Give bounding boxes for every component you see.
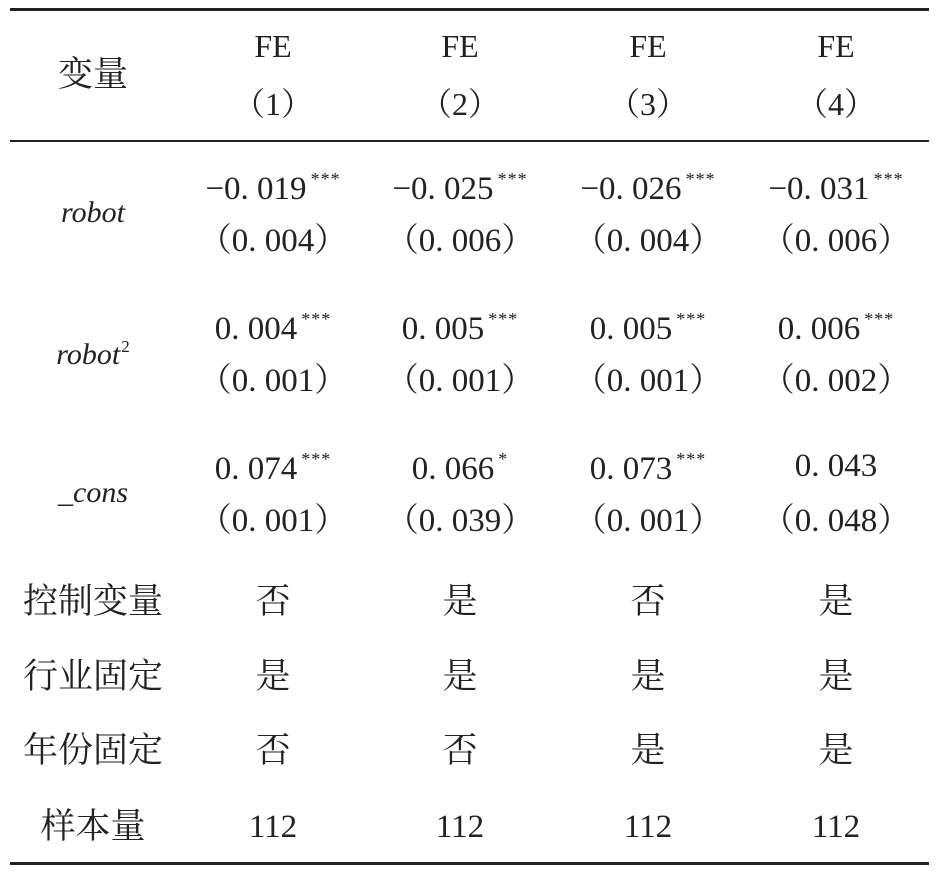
indicator-value: 112 — [435, 809, 485, 845]
coefficient-value — [205, 170, 340, 206]
indicator-value: 是 — [630, 657, 666, 697]
coefficient-number: 0. 074 — [214, 451, 298, 487]
indicator-value: 否 — [442, 731, 478, 771]
coefficient-value — [768, 170, 903, 206]
indicator-value: 否 — [255, 582, 291, 622]
coefficient-value — [215, 450, 332, 486]
standard-error: （0. 001） — [198, 363, 348, 399]
variable-header: 变量 — [57, 55, 129, 95]
coefficient-number: −0. 025 — [392, 171, 494, 207]
variable-name: _cons — [58, 476, 128, 509]
column-number-label: （3） — [607, 86, 689, 122]
coefficient-number: 0. 073 — [589, 451, 673, 487]
significance-stars: *** — [864, 309, 895, 329]
coefficient-number: −0. 019 — [205, 171, 307, 207]
significance-stars: *** — [301, 309, 332, 329]
indicator-label: 控制变量 — [22, 582, 164, 622]
indicator-value: 是 — [442, 657, 478, 697]
column-number-label: （2） — [419, 86, 501, 122]
standard-error: （0. 048） — [761, 503, 911, 539]
coefficient-number: −0. 031 — [768, 171, 870, 207]
column-model-label: FE — [441, 28, 479, 64]
significance-stars: *** — [310, 169, 341, 189]
variable-label — [58, 478, 128, 508]
standard-error: （0. 006） — [385, 223, 535, 259]
significance-stars: *** — [497, 169, 528, 189]
indicator-value: 是 — [818, 582, 854, 622]
coefficient-value — [778, 310, 895, 346]
indicator-value: 112 — [248, 809, 298, 845]
significance-stars: *** — [488, 309, 519, 329]
variable-label — [61, 198, 125, 228]
top-rule — [10, 8, 929, 11]
variable-name: robot — [56, 338, 121, 371]
indicator-label: 样本量 — [40, 807, 146, 847]
coefficient-number: 0. 005 — [401, 311, 485, 347]
coefficient-number: 0. 043 — [794, 448, 878, 484]
significance-stars: *** — [301, 449, 332, 469]
coefficient-number: 0. 066 — [411, 451, 495, 487]
standard-error: （0. 006） — [761, 223, 911, 259]
significance-stars: *** — [676, 309, 707, 329]
bottom-rule — [10, 862, 929, 865]
standard-error: （0. 001） — [198, 503, 348, 539]
significance-stars: * — [498, 449, 509, 469]
variable-label — [56, 338, 129, 370]
indicator-value: 否 — [630, 582, 666, 622]
coefficient-number: 0. 005 — [589, 311, 673, 347]
coefficient-number: −0. 026 — [580, 171, 682, 207]
coefficient-value — [215, 310, 332, 346]
coefficient-number: 0. 004 — [214, 311, 298, 347]
column-model-label: FE — [629, 28, 667, 64]
standard-error: （0. 002） — [761, 363, 911, 399]
coefficient-value — [392, 170, 527, 206]
indicator-value: 是 — [630, 731, 666, 771]
coefficient-value — [795, 450, 878, 483]
variable-superscript: 2 — [121, 337, 130, 356]
column-number-label: （4） — [795, 86, 877, 122]
indicator-value: 是 — [442, 582, 478, 622]
standard-error: （0. 039） — [385, 503, 535, 539]
indicator-label: 年份固定 — [22, 731, 164, 771]
variable-name: robot — [61, 196, 125, 229]
significance-stars: *** — [676, 449, 707, 469]
indicator-value: 是 — [255, 657, 291, 697]
coefficient-value — [580, 170, 715, 206]
standard-error: （0. 001） — [573, 503, 723, 539]
indicator-value: 否 — [255, 731, 291, 771]
column-number-label: （1） — [232, 86, 314, 122]
coefficient-value — [402, 310, 519, 346]
indicator-value: 112 — [623, 809, 673, 845]
coefficient-value — [412, 450, 509, 486]
column-model-label: FE — [817, 28, 855, 64]
coefficient-value — [590, 310, 707, 346]
indicator-label: 行业固定 — [22, 657, 164, 697]
column-model-label: FE — [254, 28, 292, 64]
standard-error: （0. 001） — [385, 363, 535, 399]
indicator-value: 112 — [811, 809, 861, 845]
significance-stars: *** — [873, 169, 904, 189]
coefficient-number: 0. 006 — [777, 311, 861, 347]
significance-stars: *** — [685, 169, 716, 189]
standard-error: （0. 004） — [573, 223, 723, 259]
standard-error: （0. 001） — [573, 363, 723, 399]
indicator-value: 是 — [818, 731, 854, 771]
indicator-value: 是 — [818, 657, 854, 697]
coefficient-value — [590, 450, 707, 486]
header-rule — [10, 140, 929, 142]
standard-error: （0. 004） — [198, 223, 348, 259]
